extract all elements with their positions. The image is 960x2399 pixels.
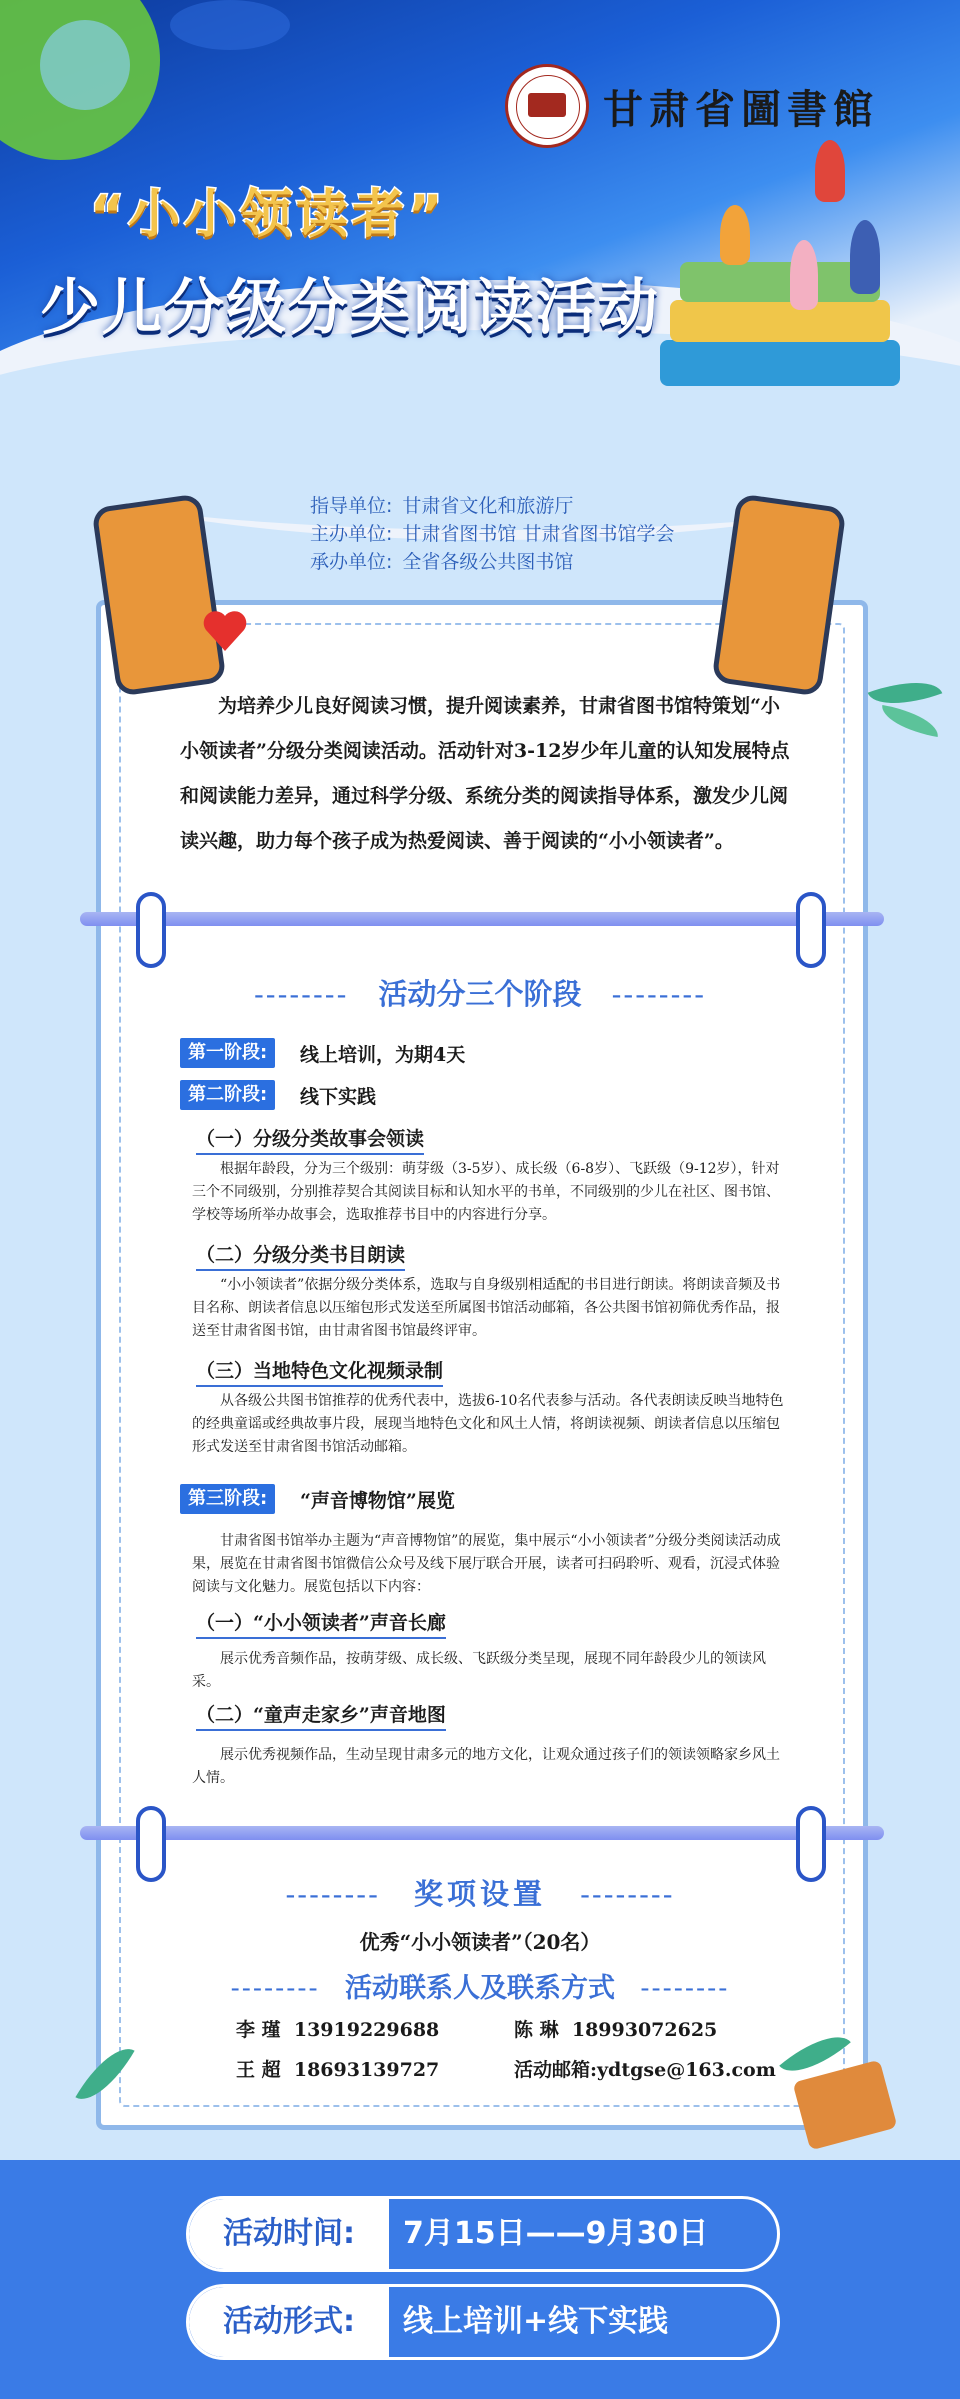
heading-dashes: --------	[230, 1973, 320, 2004]
library-seal-icon	[505, 64, 589, 148]
child-figure-icon	[720, 205, 750, 265]
contacts-heading	[0, 1966, 960, 2005]
activity-title: 少儿分级分类阅读活动	[40, 273, 660, 343]
activity-form-label: 活动形式:	[189, 2287, 389, 2357]
cloud-decoration	[170, 0, 290, 50]
stage3-item-body: 展示优秀音频作品，按萌芽级、成长级、飞跃级分类呈现，展现不同年龄段少儿的领读风采。	[192, 1651, 766, 1690]
stage2-item-body: 从各级公共图书馆推荐的优秀代表中，选拔6-10名代表参与活动。各代表朗读反映当地特色的经典童谣或经典故事片段，展现当地特色文化和风土人情，将朗读视频、朗读者信息以压缩包形式发送至甘肃省图书馆活动邮箱。	[192, 1393, 784, 1455]
stage2-item-heading: （二）分级分类书目朗读	[196, 1240, 405, 1271]
scroll-clip-icon	[796, 1806, 826, 1882]
heading-dashes: --------	[285, 1877, 380, 1911]
organizer-row	[310, 492, 674, 520]
organizer-label: 指导单位:	[310, 495, 393, 517]
book-icon	[670, 300, 890, 342]
stage2-item-body: “小小领读者”依据分级分类体系，选取与自身级别相适配的书目进行朗读。将朗读音频及书目名称、朗读者信息以压缩包形式发送至所属图书馆活动邮箱，各公共图书馆初筛优秀作品，报送至甘肃省图书馆，由甘肃省图书馆最终评审。	[192, 1277, 781, 1339]
awards-heading	[0, 1872, 960, 1913]
contact-label: 活动邮箱:	[514, 2059, 598, 2081]
organizer-value: 甘肃省图书馆 甘肃省图书馆学会	[402, 523, 675, 545]
stage3-badge: 第三阶段:	[180, 1484, 275, 1514]
organizer-row	[310, 548, 674, 576]
heading-dashes: --------	[611, 977, 706, 1011]
library-name: 甘肃省圖書館	[603, 85, 879, 133]
contacts-title: 活动联系人及联系方式	[345, 1973, 615, 2004]
stages-heading	[0, 972, 960, 1013]
organizer-label: 承办单位:	[310, 551, 393, 573]
stage2-text: 线下实践	[300, 1086, 377, 1108]
awards-text: 优秀“小小领读者”（20名）	[359, 1930, 601, 1954]
contact-name: 李 瑾	[236, 2019, 281, 2041]
child-figure-icon	[815, 140, 845, 202]
contact-phone[interactable]: 18993072625	[571, 2019, 718, 2041]
scroll-rod	[80, 1826, 884, 1840]
organizers	[310, 492, 674, 576]
activity-form-value: 线上培训+线下实践	[403, 2304, 669, 2339]
stage2-item-body: 根据年龄段，分为三个级别：萌芽级（3-5岁）、成长级（6-8岁）、飞跃级（9-12岁），针对三个不同级别，分别推荐契合其阅读目标和认知水平的书单，不同级别的少儿在社区、图书馆、学校等场所举办故事会，选取推荐书目中的内容进行分享。	[192, 1161, 780, 1223]
stage3-item-heading: （一）“小小领读者”声音长廊	[196, 1608, 446, 1639]
stage2-badge: 第二阶段:	[180, 1080, 275, 1110]
contact-item	[514, 2015, 717, 2042]
contact-item	[236, 2015, 439, 2042]
heading-dashes: --------	[640, 1973, 730, 2004]
activity-time-value: 7月15日——9月30日	[403, 2216, 709, 2251]
intro-paragraph: 为培养少儿良好阅读习惯，提升阅读素养，甘肃省图书馆特策划“小小领读者”分级分类阅读活动。活动针对3-12岁少年儿童的认知发展特点和阅读能力差异，通过科学分级、系统分类的阅读指导体系，激发少儿阅读兴趣，助力每个孩子成为热爱阅读、善于阅读的“小小领读者”。	[180, 695, 790, 852]
awards-title: 奖项设置	[413, 1877, 546, 1911]
child-figure-icon	[790, 240, 818, 310]
leaf-icon	[879, 705, 942, 737]
activity-time-pill	[186, 2196, 780, 2272]
child-figure-icon	[850, 220, 880, 294]
stage2-item-heading: （三）当地特色文化视频录制	[196, 1356, 443, 1387]
heading-dashes: --------	[253, 977, 349, 1011]
contact-item	[236, 2055, 439, 2082]
library-logo	[505, 64, 879, 148]
scroll-clip-icon	[136, 892, 166, 968]
contact-name: 陈 琳	[514, 2019, 559, 2041]
stage3-item-body: 展示优秀视频作品，生动呈现甘肃多元的地方文化，让观众通过孩子们的领读领略家乡风土人情。	[192, 1747, 780, 1786]
stage2-item-heading: （一）分级分类故事会领读	[196, 1124, 424, 1155]
activity-form-pill	[186, 2284, 780, 2360]
contact-email[interactable]: ydtgse@163.com	[597, 2059, 776, 2081]
heading-dashes: --------	[580, 1877, 675, 1911]
scroll-clip-icon	[136, 1806, 166, 1882]
stage3-intro: 甘肃省图书馆举办主题为“声音博物馆”的展览，集中展示“小小领读者”分级分类阅读活动成果，展览在甘肃省图书馆微信公众号及线下展厅联合开展，读者可扫码聆听、观看，沉浸式体验阅读与文化魅力。展览包括以下内容：	[192, 1533, 781, 1595]
scroll-clip-icon	[796, 892, 826, 968]
activity-subtitle: “小小领读者”	[90, 185, 447, 245]
contact-phone[interactable]: 13919229688	[293, 2019, 440, 2041]
stage3-item-heading: （二）“童声走家乡”声音地图	[196, 1700, 446, 1731]
contact-item	[514, 2055, 776, 2082]
stages-title: 活动分三个阶段	[378, 977, 582, 1011]
scroll-rod	[80, 912, 884, 926]
organizer-label: 主办单位:	[310, 523, 393, 545]
organizer-value: 甘肃省文化和旅游厅	[402, 495, 574, 517]
activity-time-label: 活动时间:	[189, 2199, 389, 2269]
contact-name: 王 超	[236, 2059, 281, 2081]
heart-icon	[200, 606, 250, 656]
organizer-value: 全省各级公共图书馆	[402, 551, 574, 573]
organizer-row	[310, 520, 674, 548]
stage3-text: “声音博物馆”展览	[300, 1490, 455, 1512]
book-icon	[660, 340, 900, 386]
contact-phone[interactable]: 18693139727	[293, 2059, 440, 2081]
bubble-decoration	[40, 20, 130, 110]
stage1-text: 线上培训，为期4天	[300, 1044, 466, 1066]
stage1-badge: 第一阶段:	[180, 1038, 275, 1068]
